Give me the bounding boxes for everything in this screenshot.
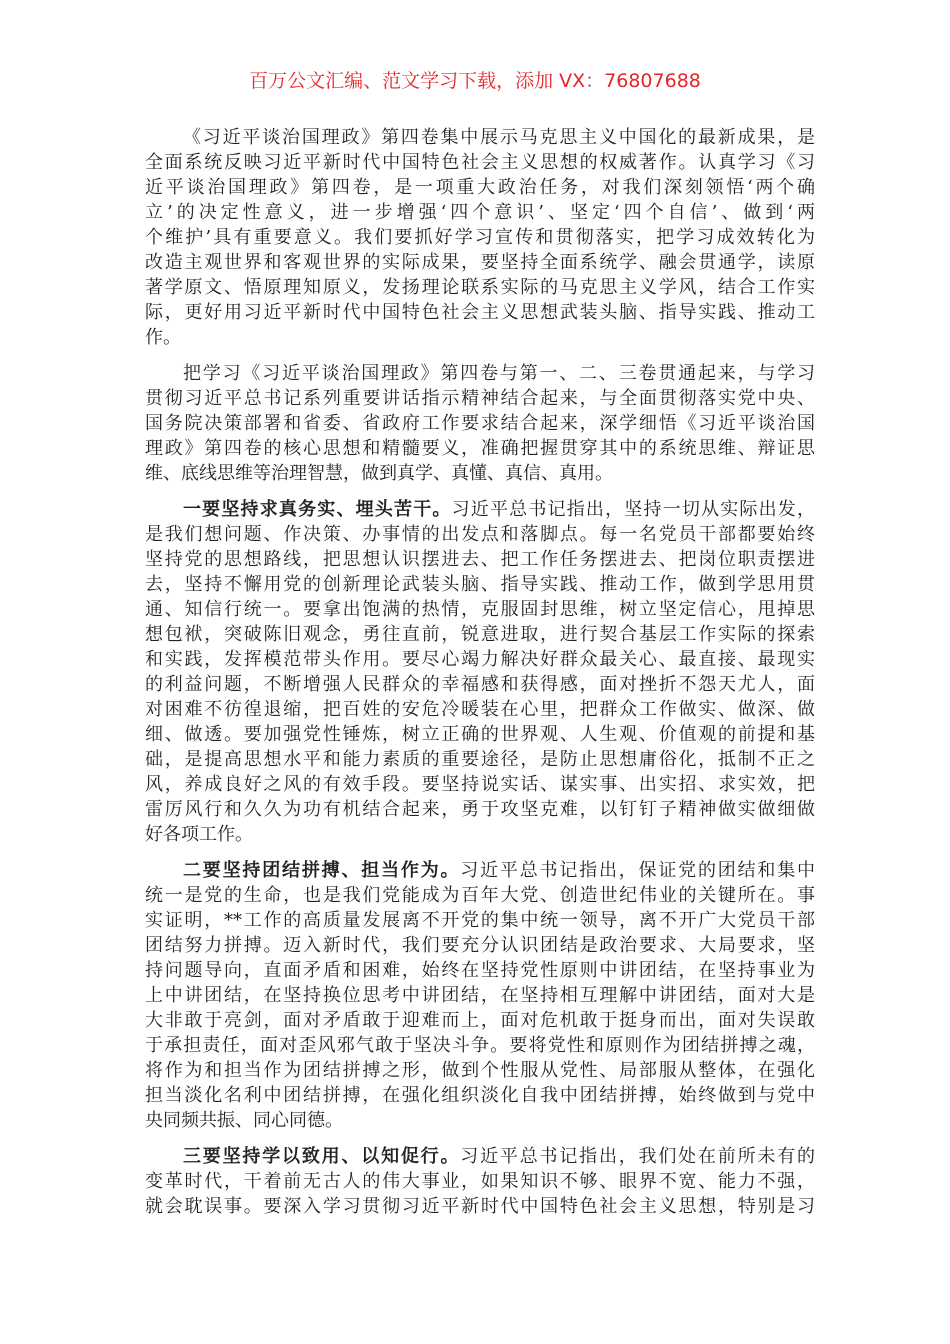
line-text: 上中讲团结，在坚持换位思考中讲团结，在坚持相互理解中讲团结，面对大是 [145,985,815,1006]
text-line [145,1033,815,1058]
line-text: 维、底线思维等治理智慧，做到真学、真懂、真信、真用。 [145,463,613,484]
line-text: 贯彻习近平总书记系列重要讲话指示精神结合起来，与全面贯彻落实党中央、 [145,388,815,409]
text-line [145,125,815,150]
line-text: 习近平总书记指出，我们处在前所未有的 [460,1146,816,1167]
line-text: 雷厉风行和久久为功有机结合起来，勇于攻坚克难，以钉钉子精神做实做细做 [145,799,815,820]
line-text: 细、做透。要加强党性锤炼，树立正确的世界观、人生观、价值观的前提和基 [145,724,815,745]
text-line [145,747,815,772]
line-text: 去，坚持不懈用党的创新理论武装头脑、指导实践、推动工作，做到学思用贯 [145,574,815,595]
text-line [145,461,815,486]
document-body [145,125,815,1230]
line-text: 的利益问题，不断增强人民群众的幸福感和获得感，面对挫折不怨天尤人，面 [145,674,815,695]
line-text: 《习近平谈治国理政》第四卷集中展示马克思主义中国化的最新成果，是 [183,127,815,148]
text-line [145,250,815,275]
text-line [145,822,815,847]
text-line [145,622,815,647]
text-line [145,547,815,572]
text-line [145,597,815,622]
text-line [145,386,815,411]
line-text: 著学原文、悟原理知原义，发扬理论联系实际的马克思主义学风，结合工作实 [145,277,815,298]
text-line [145,150,815,175]
line-text: 将作为和担当作为团结拼搏之形，做到个性服从党性、局部服从整体，在强化 [145,1060,815,1081]
text-line [145,647,815,672]
line-text: 好各项工作。 [145,824,253,845]
line-text: 变革时代，干着前无古人的伟大事业，如果知识不够、眼界不宽、能力不强， [145,1171,815,1192]
text-line [145,908,815,933]
text-line [145,983,815,1008]
line-text: 近平谈治国理政》第四卷，是一项重大政治任务，对我们深刻领悟‘两个确 [145,177,815,198]
text-line [145,1008,815,1033]
paragraph [145,858,815,1133]
text-line [145,672,815,697]
text-line [145,933,815,958]
line-text: 对困难不彷徨退缩，把百姓的安危冷暖装在心里，把群众工作做实、做深、做 [145,699,815,720]
line-text: 改造主观世界和客观世界的实际成果，要坚持全面系统学、融会贯通学，读原 [145,252,815,273]
line-text: 担当淡化名利中团结拼搏，在强化组织淡化自我中团结拼搏，始终做到与党中 [145,1085,815,1106]
paragraph [145,125,815,350]
line-text: 理政》第四卷的核心思想和精髓要义，准确把握贯穿其中的系统思维、辩证思 [145,438,815,459]
line-text: 全面系统反映习近平新时代中国特色社会主义思想的权威著作。认真学习《习 [145,152,815,173]
paragraph [145,1144,815,1219]
line-text: 础，是提高思想水平和能力素质的重要途径，是防止思想庸俗化，抵制不正之 [145,749,815,770]
line-text: 个维护’具有重要意义。我们要抓好学习宣传和贯彻落实，把学习成效转化为 [145,227,815,248]
line-text: 风，养成良好之风的有效手段。要坚持说实话、谋实事、出实招、求实效，把 [145,774,815,795]
text-line [145,722,815,747]
text-line [145,797,815,822]
section-heading: 二要坚持团结拼搏、担当作为。 [183,860,461,881]
text-line [145,411,815,436]
text-line [145,572,815,597]
line-text: 作。 [145,327,181,348]
line-text: 习近平总书记指出，坚持一切从实际出发， [451,499,815,520]
section-heading: 三要坚持学以致用、以知促行。 [183,1146,461,1167]
text-line [145,200,815,225]
line-text: 央同频共振、同心同德。 [145,1110,343,1131]
text-line [145,1194,815,1219]
text-line [145,1169,815,1194]
paragraph [145,497,815,847]
text-line [145,275,815,300]
text-line [145,1058,815,1083]
text-line [145,436,815,461]
line-text: 和实践，发挥模范带头作用。要尽心竭力解决好群众最关心、最直接、最现实 [145,649,815,670]
text-line [145,858,815,883]
text-line [145,225,815,250]
text-line [145,175,815,200]
watermark-header: 百万公文汇编、范文学习下载，添加 VX：76807688 [249,70,701,92]
text-line [145,772,815,797]
line-text: 坚持党的思想路线，把思想认识摆进去、把工作任务摆进去、把岗位职责摆进 [145,549,815,570]
line-text: 习近平总书记指出，保证党的团结和集中 [460,860,816,881]
text-line [145,361,815,386]
paragraph [145,361,815,486]
line-text: 大非敢于亮剑，面对矛盾敢于迎难而上，面对危机敢于挺身而出，面对失误敢 [145,1010,815,1031]
line-text: 团结努力拼搏。迈入新时代，我们要充分认识团结是政治要求、大局要求，坚 [145,935,815,956]
text-line [145,697,815,722]
text-line [145,325,815,350]
line-text: 持问题导向，直面矛盾和困难，始终在坚持党性原则中讲团结，在坚持事业为 [145,960,815,981]
line-text: 实证明，**工作的高质量发展离不开党的集中统一领导，离不开广大党员干部 [145,910,815,931]
line-text: 就会耽误事。要深入学习贯彻习近平新时代中国特色社会主义思想，特别是习 [145,1196,815,1217]
text-line [145,883,815,908]
text-line [145,1108,815,1133]
line-text: 把学习《习近平谈治国理政》第四卷与第一、二、三卷贯通起来，与学习 [183,363,815,384]
line-text: 通、知信行统一。要拿出饱满的热情，克服固封思维，树立坚定信心，甩掉思 [145,599,815,620]
line-text: 国务院决策部署和省委、省政府工作要求结合起来，深学细悟《习近平谈治国 [145,413,815,434]
text-line [145,300,815,325]
line-text: 想包袱，突破陈旧观念，勇往直前，锐意进取，进行契合基层工作实际的探索 [145,624,815,645]
text-line [145,1144,815,1169]
text-line [145,497,815,522]
text-line [145,958,815,983]
line-text: 立’的决定性意义，进一步增强‘四个意识’、坚定‘四个自信’、做到‘两 [145,202,815,223]
text-line [145,1083,815,1108]
line-text: 于承担责任，面对歪风邪气敢于坚决斗争。要将党性和原则作为团结拼搏之魂， [145,1035,815,1056]
line-text: 是我们想问题、作决策、办事情的出发点和落脚点。每一名党员干部都要始终 [145,524,815,545]
section-heading: 一要坚持求真务实、埋头苦干。 [183,499,452,520]
line-text: 际，更好用习近平新时代中国特色社会主义思想武装头脑、指导实践、推动工 [145,302,815,323]
line-text: 统一是党的生命，也是我们党能成为百年大党、创造世纪伟业的关键所在。事 [145,885,815,906]
text-line [145,522,815,547]
